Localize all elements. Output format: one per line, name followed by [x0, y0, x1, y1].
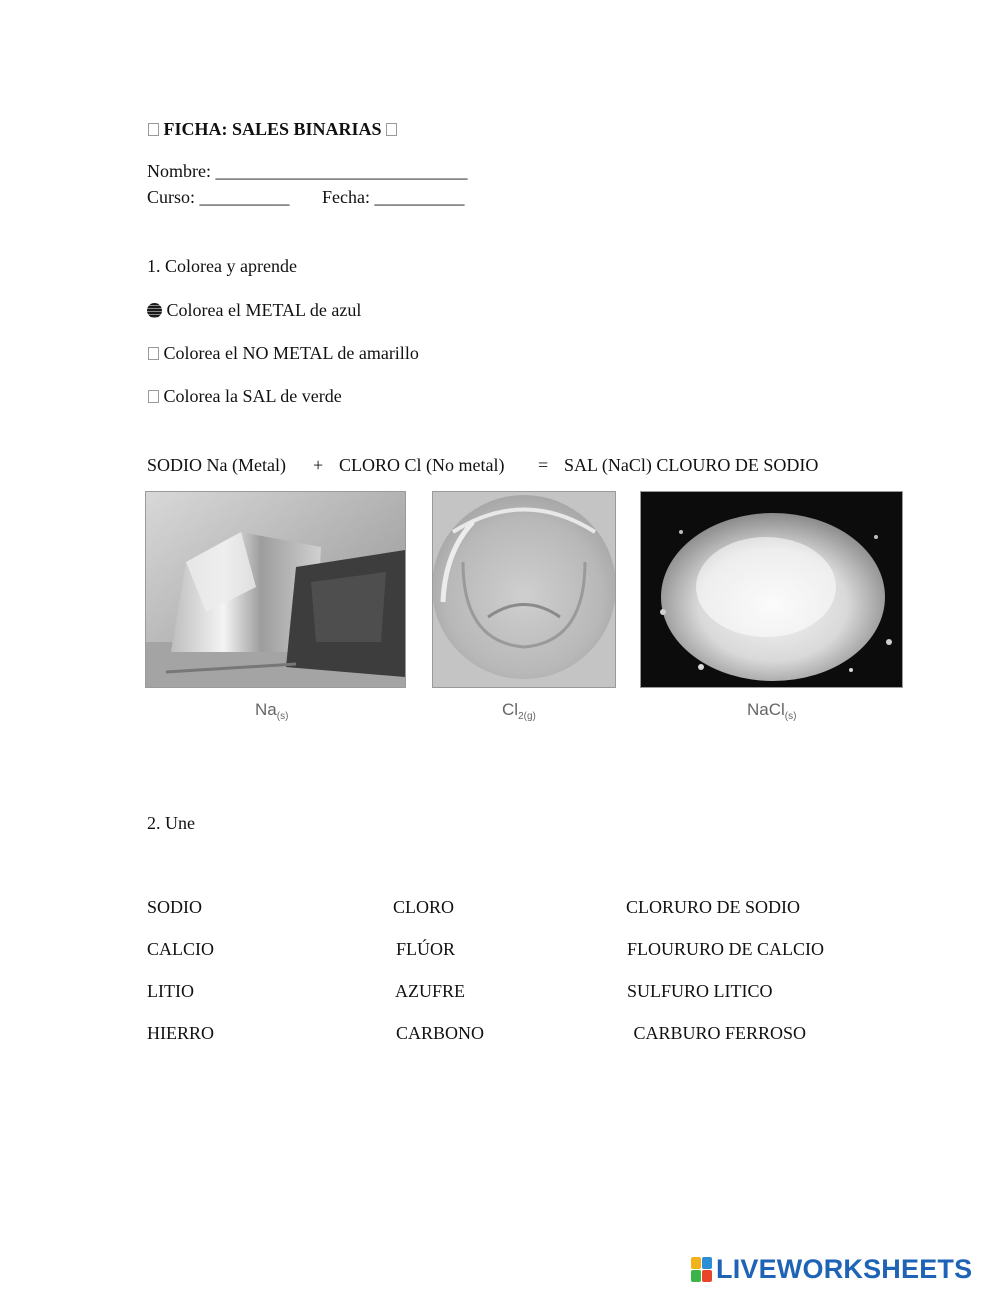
course-line: Curso: __________ — [147, 187, 290, 207]
match-right-item[interactable]: CARBURO FERROSO — [629, 1023, 807, 1043]
salt-caption: NaCl$_{(s)}$ — [747, 700, 797, 722]
match-left-item[interactable]: SODIO — [147, 897, 203, 917]
instruction-nonmetal — [148, 343, 419, 364]
section1-heading: 1. Colorea y aprende — [147, 256, 297, 276]
logo-square — [691, 1257, 701, 1269]
name-line: Nombre: ____________________________ — [147, 161, 468, 181]
equation-equals: = — [538, 455, 549, 475]
logo-square — [691, 1270, 701, 1282]
section2-heading: 2. Une — [147, 813, 195, 833]
match-middle-item[interactable]: CLORO — [393, 897, 455, 917]
instruction-salt — [148, 386, 342, 407]
blue-circle-icon — [147, 303, 162, 318]
missing-glyph-icon — [148, 390, 159, 403]
match-middle-item[interactable]: CARBONO — [396, 1023, 485, 1043]
title-text: FICHA: SALES BINARIAS — [163, 119, 382, 139]
match-right-item[interactable]: FLOURURO DE CALCIO — [627, 939, 825, 959]
worksheet-title — [148, 119, 397, 140]
match-right-item[interactable]: SULFURO LITICO — [627, 981, 773, 1001]
instruction-text: Colorea el METAL de azul — [166, 300, 362, 320]
instruction-metal — [147, 300, 361, 321]
sodium-caption: $Na_{(s)}$ — [255, 700, 289, 722]
chlorine-caption: $Cl_{2(g)}$ — [502, 700, 536, 722]
missing-glyph-icon — [386, 123, 397, 136]
chlorine-photo — [432, 491, 616, 688]
match-left-item[interactable]: LITIO — [147, 981, 194, 1001]
logo-square — [702, 1257, 712, 1269]
logo-square — [702, 1270, 712, 1282]
sodium-photo — [145, 491, 406, 688]
match-middle-item[interactable]: FLÚOR — [396, 939, 456, 959]
match-left-item[interactable]: CALCIO — [147, 939, 214, 959]
equation-plus: + — [313, 455, 324, 475]
salt-photo — [640, 491, 903, 688]
equation-nonmetal: CLORO Cl (No metal) — [339, 455, 505, 475]
missing-glyph-icon — [148, 347, 159, 360]
match-right-item[interactable]: CLORURO DE SODIO — [626, 897, 801, 917]
match-left-item[interactable]: HIERRO — [147, 1023, 214, 1043]
match-middle-item[interactable]: AZUFRE — [395, 981, 466, 1001]
missing-glyph-icon — [148, 123, 159, 136]
equation-salt: SAL (NaCl) CLOURO DE SODIO — [564, 455, 819, 475]
equation-metal: SODIO Na (Metal) — [147, 455, 286, 475]
logo-mark-icon — [691, 1257, 712, 1282]
logo-text: LIVEWORKSHEETS — [716, 1253, 973, 1284]
instruction-text: Colorea el NO METAL de amarillo — [163, 343, 419, 363]
date-line: Fecha: __________ — [322, 187, 465, 207]
instruction-text: Colorea la SAL de verde — [163, 386, 342, 406]
liveworksheets-logo — [691, 1255, 972, 1283]
